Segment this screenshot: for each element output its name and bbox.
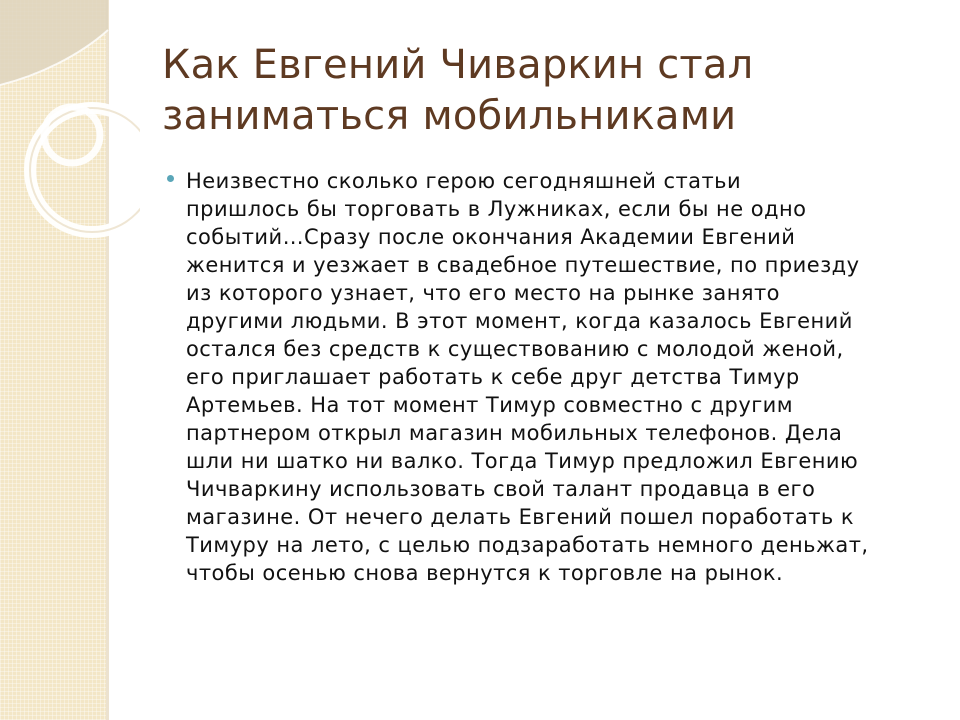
title-line-2: заниматься мобильниками [162,93,737,139]
body-line: шли ни шатко ни валко. Тогда Тимур предложил Евгению [186,449,859,473]
body-line: женится и уезжает в свадебное путешествие, по приезду [186,253,860,277]
body-line: пришлось бы торговать в Лужниках, если бы не одно [186,197,807,221]
body-line: Неизвестно сколько герою сегодняшней статьи [186,169,742,193]
bullet-item [164,167,924,587]
body-line: его приглашает работать к себе друг детства Тимур [186,365,800,389]
decorative-rings [0,0,140,260]
bullet-list [164,167,924,587]
body-line: Чичваркину использовать свой талант продавца в его [186,477,816,501]
body-line: партнером открыл магазин мобильных телефонов. Дела [186,421,843,445]
body-line: остался без средств к существованию с молодой женой, [186,337,844,361]
body-line: другими людьми. В этот момент, когда казалось Евгений [186,309,853,333]
title-line-1: Как Евгений Чиваркин стал [162,42,754,88]
body-line: Тимуру на лето, с целью подзаработать немного деньжат, [186,533,869,557]
body-line: событий…Сразу после окончания Академии Евгений [186,225,796,249]
bullet-text [186,167,924,587]
bullet-dot-icon [167,175,174,182]
body-line: Артемьев. На тот момент Тимур совместно с другим [186,393,794,417]
body-line: чтобы осенью снова вернутся к торговле на рынок. [186,561,784,585]
slide-title [162,40,922,142]
body-line: из которого узнает, что его место на рынке занято [186,281,780,305]
body-line: магазине. От нечего делать Евгений пошел поработать к [186,505,855,529]
